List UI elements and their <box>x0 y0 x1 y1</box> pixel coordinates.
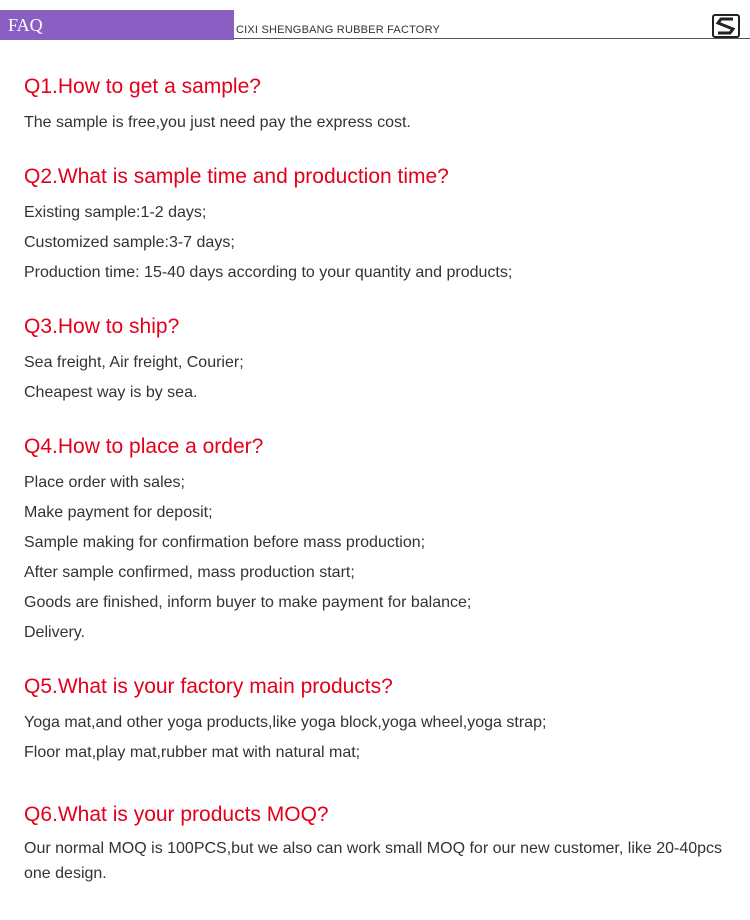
question-title: Q2.What is sample time and production time? <box>24 165 449 188</box>
header-divider <box>234 38 750 39</box>
question-title: Q5.What is your factory main products? <box>24 675 393 698</box>
question-title: Q3.How to ship? <box>24 315 180 338</box>
answer-line: Existing sample:1-2 days; <box>24 204 207 221</box>
sb-logo-icon <box>712 14 740 38</box>
faq-list <box>24 70 724 906</box>
faq-item-q4 <box>24 430 724 648</box>
answer-line: Place order with sales; <box>24 474 185 491</box>
answer-line: Sample making for confirmation before mass production; <box>24 534 426 551</box>
answer-line: The sample is free,you just need pay the express cost. <box>24 114 411 131</box>
faq-item-q5 <box>24 670 724 768</box>
answer-line: Delivery. <box>24 624 86 641</box>
faq-item-q6 <box>24 798 724 886</box>
company-name: CIXI SHENGBANG RUBBER FACTORY <box>236 24 441 36</box>
answer-line: Yoga mat,and other yoga products,like yoga block,yoga wheel,yoga strap; <box>24 714 547 731</box>
answer-line: Cheapest way is by sea. <box>24 384 198 401</box>
answer-line: Production time: 15-40 days according to your quantity and products; <box>24 264 513 281</box>
answer-line: Our normal MOQ is 100PCS,but we also can work small MOQ for our new customer, like 20-40pcs one design. <box>24 840 723 882</box>
faq-item-q3 <box>24 310 724 408</box>
question-title: Q6.What is your products MOQ? <box>24 803 329 826</box>
page-header <box>0 0 750 40</box>
answer-line: After sample confirmed, mass production start; <box>24 564 355 581</box>
question-title: Q1.How to get a sample? <box>24 75 261 98</box>
answer-line: Make payment for deposit; <box>24 504 213 521</box>
faq-item-q2 <box>24 160 724 288</box>
answer-line: Goods are finished, inform buyer to make payment for balance; <box>24 594 472 611</box>
faq-tab: FAQ <box>0 10 234 40</box>
answer-line: Sea freight, Air freight, Courier; <box>24 354 244 371</box>
faq-item-q1 <box>24 70 724 138</box>
question-title: Q4.How to place a order? <box>24 435 264 458</box>
answer-line: Floor mat,play mat,rubber mat with natural mat; <box>24 744 361 761</box>
answer-line: Customized sample:3-7 days; <box>24 234 235 251</box>
